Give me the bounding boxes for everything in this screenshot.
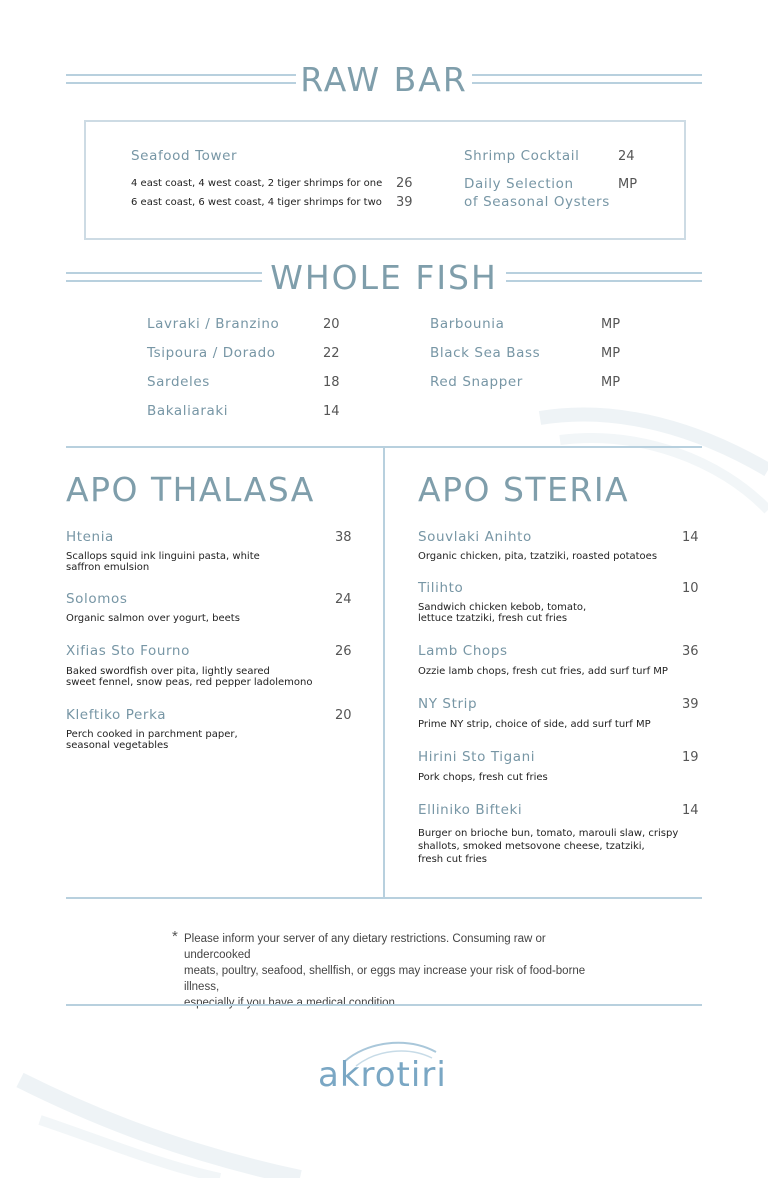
whole-fish-heading — [0, 258, 768, 298]
fish-item-price: MP — [601, 317, 621, 332]
notice-asterisk: * — [172, 928, 178, 945]
fish-item-name: Sardeles — [147, 374, 210, 390]
heading-rule-right — [506, 272, 702, 282]
seafood-tower-option-desc: 6 east coast, 6 west coast, 4 tiger shrimps for two — [131, 197, 382, 208]
heading-rule-right — [472, 74, 702, 84]
fish-item-price: 20 — [323, 317, 340, 332]
footer-divider — [66, 1004, 702, 1006]
fish-item-price: 22 — [323, 346, 340, 361]
shrimp-cocktail-name: Shrimp Cocktail — [464, 148, 580, 164]
thalasa-item-desc: Baked swordfish over pita, lightly seared — [66, 666, 270, 677]
steria-item-desc: Pork chops, fresh cut fries — [418, 772, 548, 783]
fish-item-name: Lavraki / Branzino — [147, 316, 280, 332]
steria-item-price: 19 — [682, 750, 699, 765]
thalasa-item-price: 38 — [335, 530, 352, 545]
steria-item-name: Hirini Sto Tigani — [418, 749, 536, 765]
steria-item-name: NY Strip — [418, 696, 478, 712]
thalasa-item-name: Kleftiko Perka — [66, 707, 167, 723]
column-divider — [383, 447, 385, 898]
whole-fish-title: WHOLE FISH — [270, 258, 498, 297]
steria-item-price: 14 — [682, 803, 699, 818]
thalasa-item-desc: sweet fennel, snow peas, red pepper ladolemono — [66, 677, 313, 688]
fish-item-name: Red Snapper — [430, 374, 523, 390]
thalasa-item-desc: Perch cooked in parchment paper, — [66, 729, 238, 740]
steria-item-price: 36 — [682, 644, 699, 659]
shrimp-cocktail-price: 24 — [618, 149, 635, 164]
steria-item-name: Lamb Chops — [418, 643, 508, 659]
section-divider-bottom — [66, 897, 702, 899]
logo-wordmark: akrotiri — [318, 1055, 447, 1095]
thalasa-item-price: 20 — [335, 708, 352, 723]
steria-item-price: 14 — [682, 530, 699, 545]
fish-item-price: 14 — [323, 404, 340, 419]
steria-item-desc: Organic chicken, pita, tzatziki, roasted potatoes — [418, 551, 658, 562]
fish-item-price: MP — [601, 375, 621, 390]
steria-item-desc: Prime NY strip, choice of side, add surf turf MP — [418, 719, 651, 730]
thalasa-item-price: 26 — [335, 644, 352, 659]
steria-item-price: 10 — [682, 581, 699, 596]
dietary-notice — [184, 931, 604, 1011]
steria-item-name: Souvlaki Anihto — [418, 529, 532, 545]
thalasa-item-name: Xifias Sto Fourno — [66, 643, 190, 659]
fish-item-name: Barbounia — [430, 316, 505, 332]
steria-item-desc: Sandwich chicken kebob, tomato, — [418, 602, 587, 613]
thalasa-item-desc: seasonal vegetables — [66, 740, 169, 751]
thalasa-item-desc: saffron emulsion — [66, 562, 150, 573]
notice-line: especially if you have a medical condition. — [184, 997, 399, 1009]
steria-item-desc: shallots, smoked metsovone cheese, tzatziki, — [418, 841, 645, 852]
seafood-tower-option-price: 26 — [396, 176, 413, 191]
thalasa-item-desc: Organic salmon over yogurt, beets — [66, 613, 240, 624]
seafood-tower-name: Seafood Tower — [131, 148, 238, 164]
notice-line: Please inform your server of any dietary restrictions. Consuming raw or undercooked — [184, 933, 546, 961]
apo-thalasa-title: APO THALASA — [66, 470, 315, 509]
apo-steria-title: APO STERIA — [418, 470, 630, 509]
fish-item-price: 18 — [323, 375, 340, 390]
steria-item-desc: Burger on brioche bun, tomato, marouli slaw, crispy — [418, 828, 679, 839]
oysters-name-line1: Daily Selection — [464, 176, 574, 192]
thalasa-item-name: Solomos — [66, 591, 128, 607]
fish-item-name: Bakaliaraki — [147, 403, 229, 419]
oysters-name-line2: of Seasonal Oysters — [464, 194, 610, 210]
steria-item-name: Tilihto — [418, 580, 464, 596]
steria-item-price: 39 — [682, 697, 699, 712]
thalasa-item-desc: Scallops squid ink linguini pasta, white — [66, 551, 260, 562]
seafood-tower-option-desc: 4 east coast, 4 west coast, 2 tiger shrimps for one — [131, 178, 383, 189]
raw-bar-heading — [0, 60, 768, 100]
steria-item-desc: Ozzie lamb chops, fresh cut fries, add surf turf MP — [418, 666, 668, 677]
raw-bar-title: RAW BAR — [300, 60, 468, 99]
steria-item-desc: fresh cut fries — [418, 854, 487, 865]
notice-line: meats, poultry, seafood, shellfish, or eggs may increase your risk of food-borne illness, — [184, 965, 586, 993]
fish-item-name: Black Sea Bass — [430, 345, 541, 361]
fish-item-price: MP — [601, 346, 621, 361]
oysters-price: MP — [618, 177, 638, 192]
thalasa-item-price: 24 — [335, 592, 352, 607]
steria-item-name: Elliniko Bifteki — [418, 802, 523, 818]
seafood-tower-option-price: 39 — [396, 195, 413, 210]
thalasa-item-name: Htenia — [66, 529, 114, 545]
fish-item-name: Tsipoura / Dorado — [147, 345, 276, 361]
steria-item-desc: lettuce tzatziki, fresh cut fries — [418, 613, 568, 624]
